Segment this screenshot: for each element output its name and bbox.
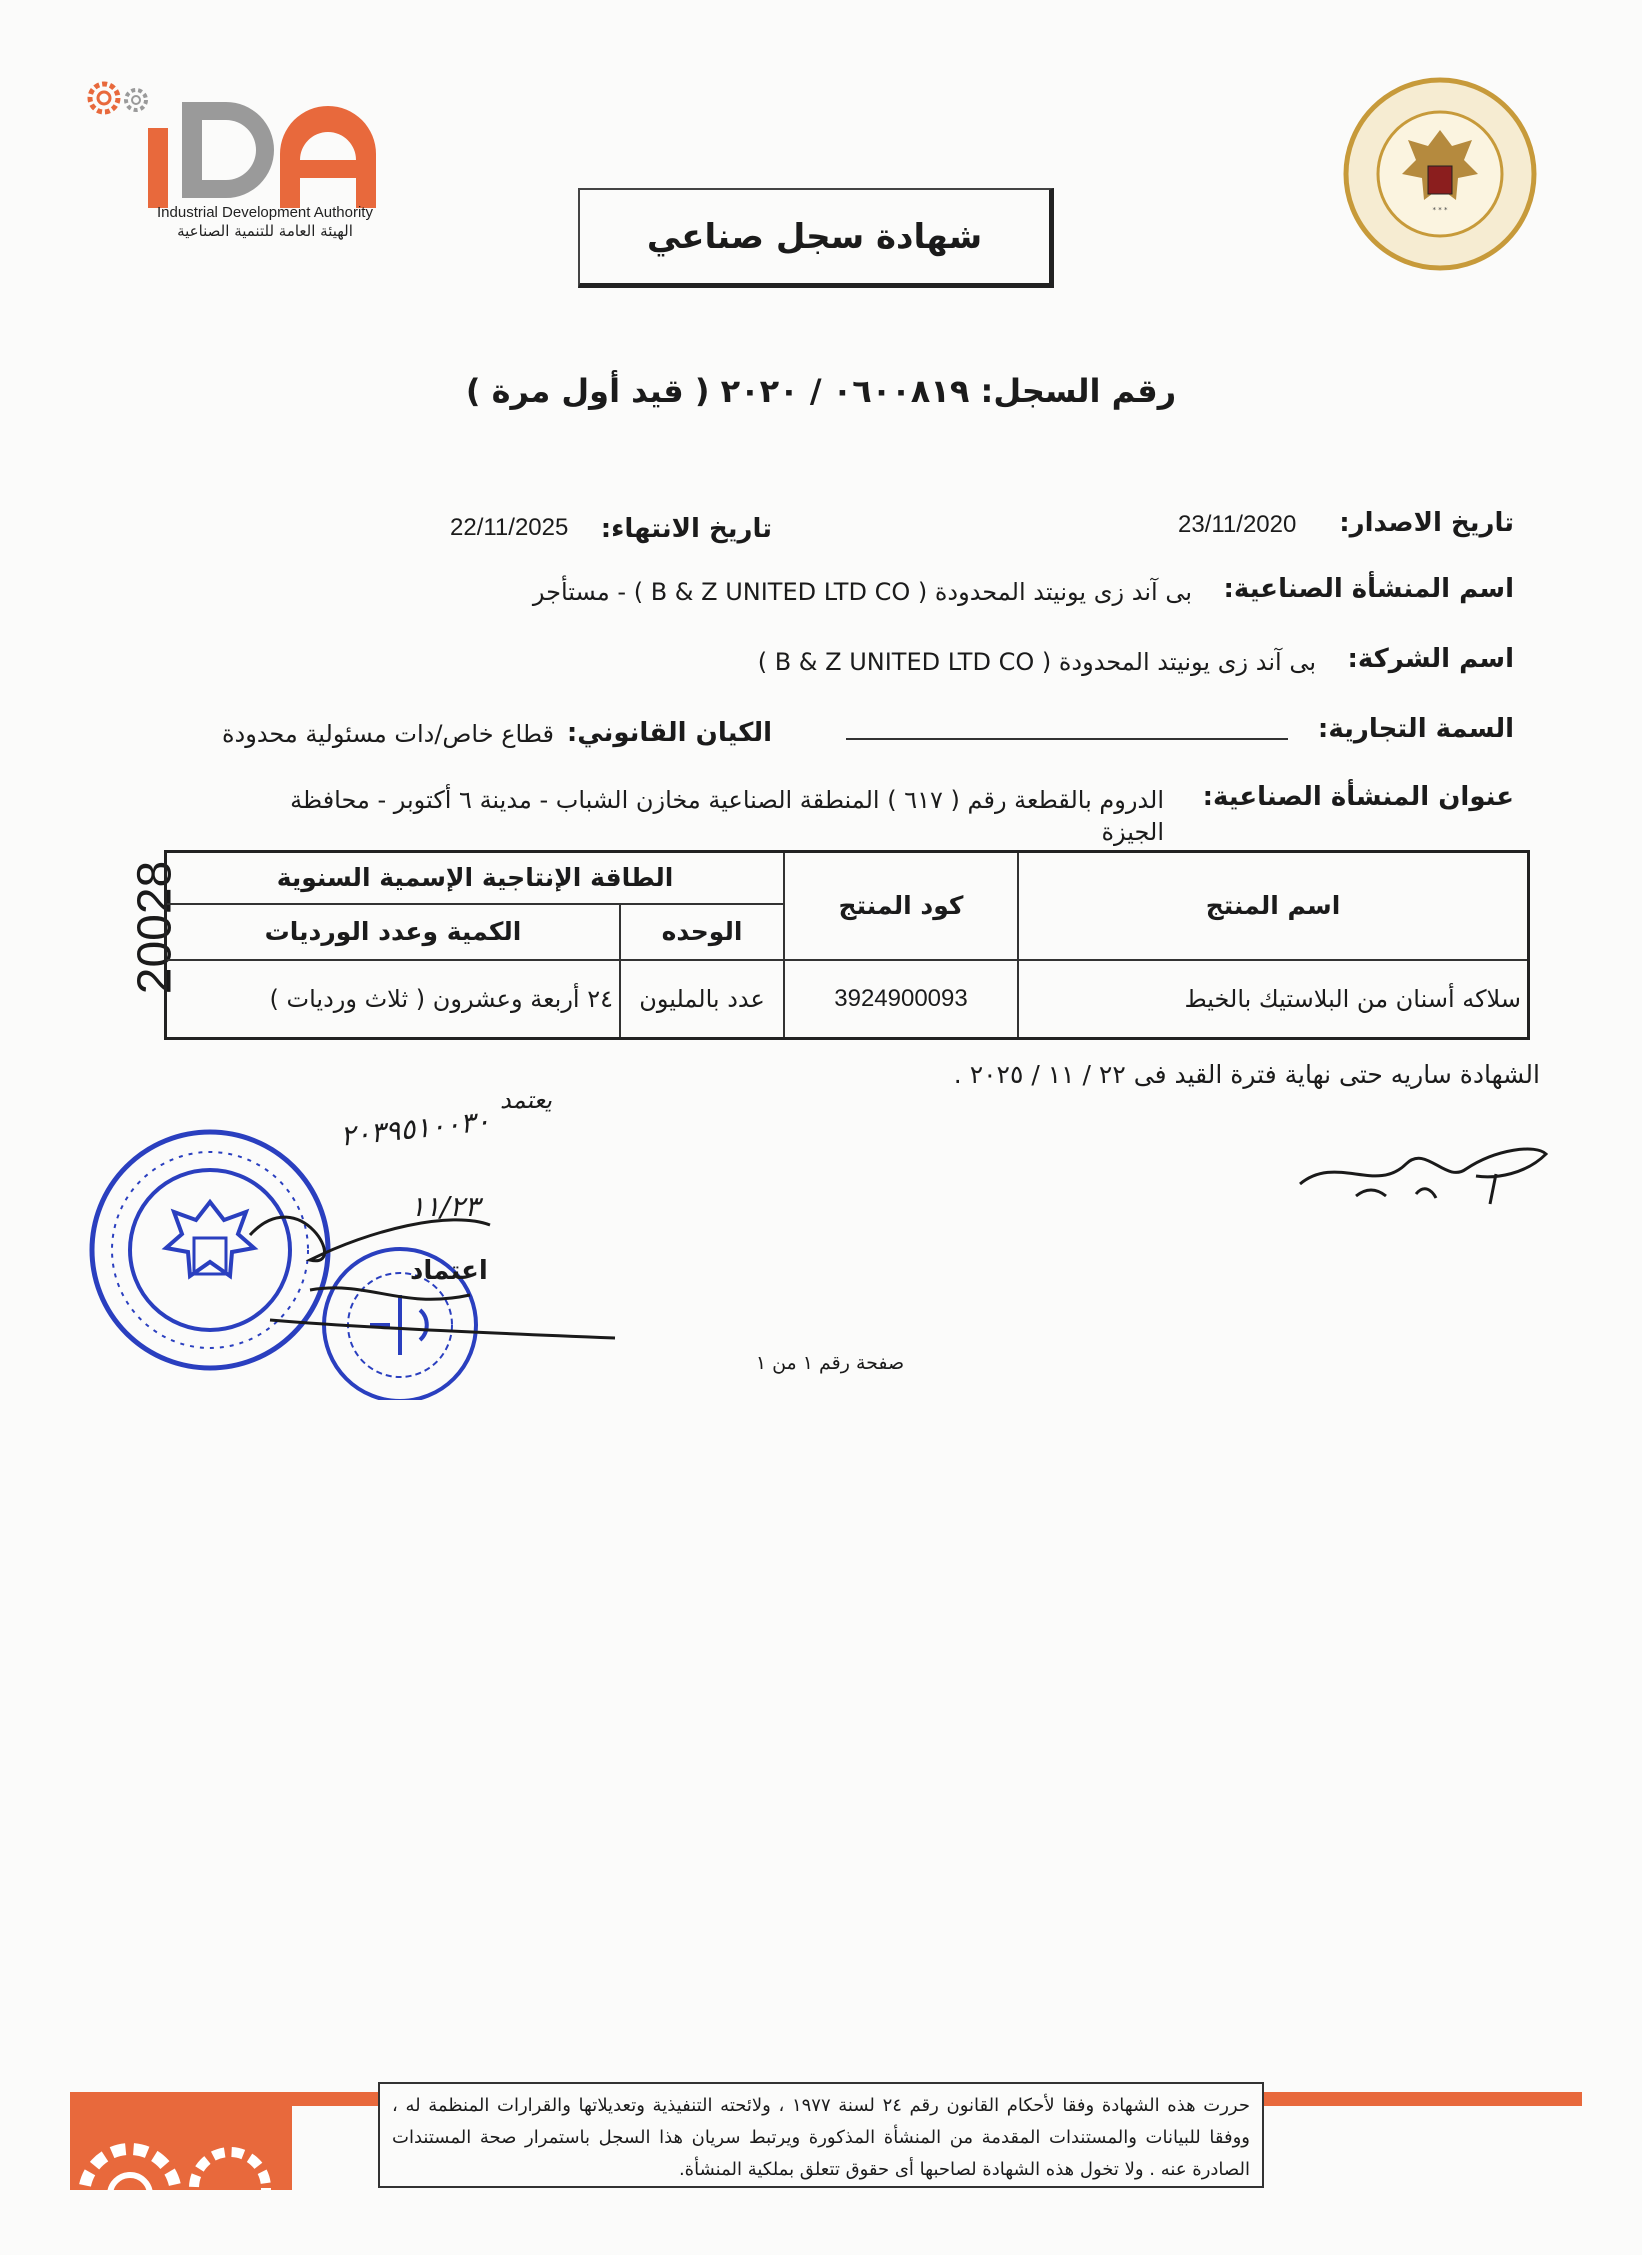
unit: عدد بالمليون [620,960,784,1039]
header-product-name: اسم المنتج [1018,852,1529,960]
header-unit: الوحده [620,904,784,960]
table-row [166,960,1529,1039]
legal-entity: قطاع خاص/دات مسئولية محدودة [221,720,554,748]
trade-name-blank-line [846,738,1288,740]
header-product-code: كود المنتج [784,852,1018,960]
legal-entity-label: الكيان القانوني: [566,718,772,748]
approval-label: اعتماد [410,1256,488,1286]
facility-address-line1: الدروم بالقطعة رقم ( ٦١٧ ) المنطقة الصناعية مخازن الشباب - مدينة ٦ أكتوبر - محافظة [290,786,1164,814]
product-name: سلاكه أسنان من البلاستيك بالخيط [1018,960,1529,1039]
certificate-title: شهادة سجل صناعي [578,188,1054,288]
ministry-seal-icon [1340,74,1540,274]
facility-address-line2: الجيزة [1101,818,1164,846]
expiry-date-label: تاريخ الانتهاء: [600,514,772,544]
footer-legal-note: حررت هذه الشهادة وفقا لأحكام القانون رقم ٢٤ لسنة ١٩٧٧ ، ولائحته التنفيذية وتعديلاتها والقرارات المنظمة له ، ووفقا للبيانات والمستندات المقدمة من المنشأة المذكورة ويرتبط سريان هذا السجل باستمرار صحة المستندات الصادرة عنه . ولا تخول هذه الشهادة لصاحبها أى حقوق تتعلق بملكية المنشأة. [378,2082,1264,2188]
ida-name-en: Industrial Development Authority [157,204,373,221]
page-number: صفحة رقم ١ من ١ [755,1352,905,1374]
signature-icon [1296,1134,1552,1214]
header-capacity: الطاقة الإنتاجية الإسمية السنوية [166,852,785,904]
footer-gear-icon [70,2100,292,2190]
capacity-table [164,850,1530,1040]
facility-address-label: عنوان المنشأة الصناعية: [1202,782,1514,812]
company-name: بى آند زى يونيتد المحدودة ( B & Z UNITED LTD CO ) [757,648,1316,676]
facility-name-label: اسم المنشأة الصناعية: [1223,574,1514,604]
footer-gear-box [70,2100,292,2190]
ida-name-ar: الهيئة العامة للتنمية الصناعية [177,222,353,240]
handwritten-approval-date: ١١/٢٣ [410,1190,480,1223]
quantity: ٢٤ أربعة وعشرون ( ثلاث ورديات ) [166,960,621,1039]
approval-stamp-icon [70,1110,630,1400]
company-name-label: اسم الشركة: [1347,644,1514,674]
side-number: 20028 [128,860,182,995]
registration-number: رقم السجل: ٠٦٠٠٨١٩ / ٢٠٢٠ ( قيد أول مرة ) [465,372,1177,410]
validity-text: الشهادة ساريه حتى نهاية فترة القيد فى ٢٢ / ١١ / ٢٠٢٥ . [953,1060,1540,1089]
trade-name-label: السمة التجارية: [1317,714,1514,744]
handwritten-approval-note: يعتمد [500,1086,552,1114]
expiry-date: 22/11/2025 [450,514,569,541]
handwritten-approval-number: ٢٠٣٩٥١٠٠٣٠ [338,1104,492,1153]
header-quantity: الكمية وعدد الورديات [166,904,621,960]
product-code: 3924900093 [784,960,1018,1039]
facility-name: بى آند زى يونيتد المحدودة ( B & Z UNITED LTD CO ) - مستأجر [532,578,1192,606]
ida-logo [148,98,388,210]
svg-text:* * *: * * * [1432,206,1448,214]
issue-date-label: تاريخ الاصدار: [1339,508,1514,538]
issue-date: 23/11/2020 [1178,511,1297,538]
